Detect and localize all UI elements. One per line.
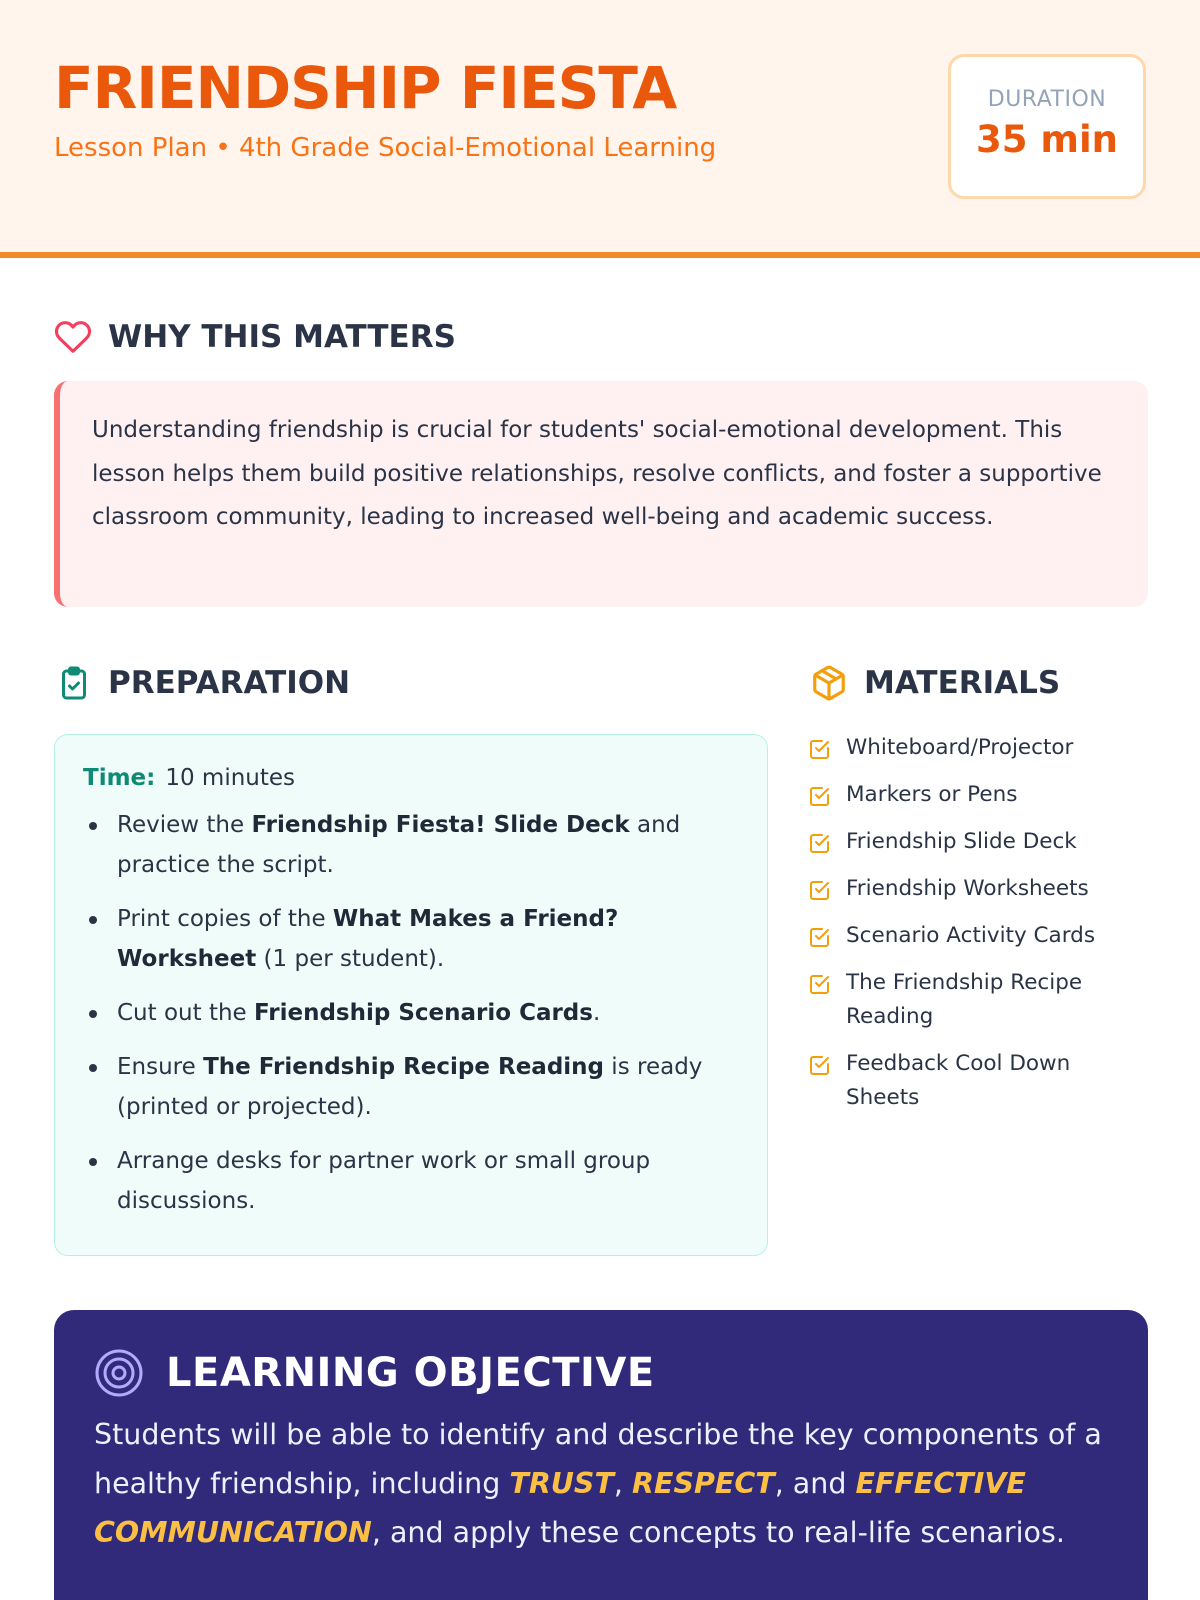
checkbox-checked-icon (808, 831, 832, 855)
checkbox-checked-icon (808, 737, 832, 761)
materials-item-label: Whiteboard/Projector (846, 735, 1074, 760)
why-callout (54, 381, 1148, 607)
preparation-heading (56, 664, 350, 702)
objective-heading (94, 1348, 1108, 1398)
page-subtitle: Lesson Plan • 4th Grade Social-Emotional Learning (54, 133, 717, 163)
objective-text: Students will be able to identify and describe the key components of a healthy friendship, including TRUST, RESPECT, and EFFECTIVE COMMUNICATION, and apply these concepts to real-life scenarios. (94, 1418, 1102, 1549)
heart-icon (54, 318, 92, 356)
learning-objective-card (54, 1310, 1148, 1600)
duration-badge (948, 54, 1146, 199)
checkbox-checked-icon (808, 878, 832, 902)
time-value: 10 minutes (165, 765, 296, 791)
materials-item (808, 919, 1148, 953)
checkbox-checked-icon (808, 972, 832, 996)
list-item: Ensure The Friendship Recipe Reading is ready (printed or projected). (83, 1047, 739, 1127)
materials-item (808, 966, 1148, 1034)
materials-item (808, 731, 1148, 765)
materials-item-label: Feedback Cool Down Sheets (846, 1051, 1071, 1110)
keyword-respect: RESPECT (632, 1467, 775, 1500)
keyword-effective-communication: EFFECTIVE COMMUNICATION (94, 1467, 1026, 1549)
list-item: Review the Friendship Fiesta! Slide Deck and practice the script. (83, 805, 739, 885)
checkbox-checked-icon (808, 1053, 832, 1077)
materials-item-label: Scenario Activity Cards (846, 923, 1096, 948)
list-item: Cut out the Friendship Scenario Cards. (83, 993, 739, 1033)
preparation-list (83, 805, 739, 1221)
keyword-trust: TRUST (509, 1467, 614, 1500)
checkbox-checked-icon (808, 784, 832, 808)
preparation-heading-text: PREPARATION (108, 665, 351, 701)
duration-value: 35 min (976, 118, 1118, 161)
materials-list (808, 731, 1148, 1128)
why-heading-text: WHY THIS MATTERS (108, 319, 456, 355)
page-title: FRIENDSHIP FIESTA (54, 54, 677, 122)
objective-heading-text: LEARNING OBJECTIVE (166, 1350, 655, 1396)
materials-heading-text: MATERIALS (864, 665, 1061, 701)
materials-item-label: Markers or Pens (846, 782, 1018, 807)
preparation-time (83, 765, 739, 791)
list-item: Arrange desks for partner work or small group discussions. (83, 1141, 739, 1221)
materials-heading (810, 664, 1060, 702)
materials-item (808, 1047, 1148, 1115)
materials-item-label: Friendship Worksheets (846, 876, 1089, 901)
preparation-card (54, 734, 768, 1256)
materials-item-label: The Friendship Recipe Reading (846, 970, 1083, 1029)
materials-item-label: Friendship Slide Deck (846, 829, 1077, 854)
header (0, 0, 1200, 258)
duration-label: DURATION (987, 87, 1107, 112)
package-icon (810, 664, 848, 702)
clipboard-check-icon (56, 664, 92, 702)
checkbox-checked-icon (808, 925, 832, 949)
list-item: Print copies of the What Makes a Friend? Worksheet (1 per student). (83, 899, 739, 979)
target-icon (94, 1348, 144, 1398)
time-label: Time: (83, 765, 156, 791)
materials-item (808, 778, 1148, 812)
why-text: Understanding friendship is crucial for students' social-emotional development. This lesson helps them build positive relationships, resolve conflicts, and foster a supportive classroom community, leading to increased well-being and academic success. (92, 417, 1102, 530)
materials-item (808, 825, 1148, 859)
materials-item (808, 872, 1148, 906)
why-heading (54, 318, 456, 356)
